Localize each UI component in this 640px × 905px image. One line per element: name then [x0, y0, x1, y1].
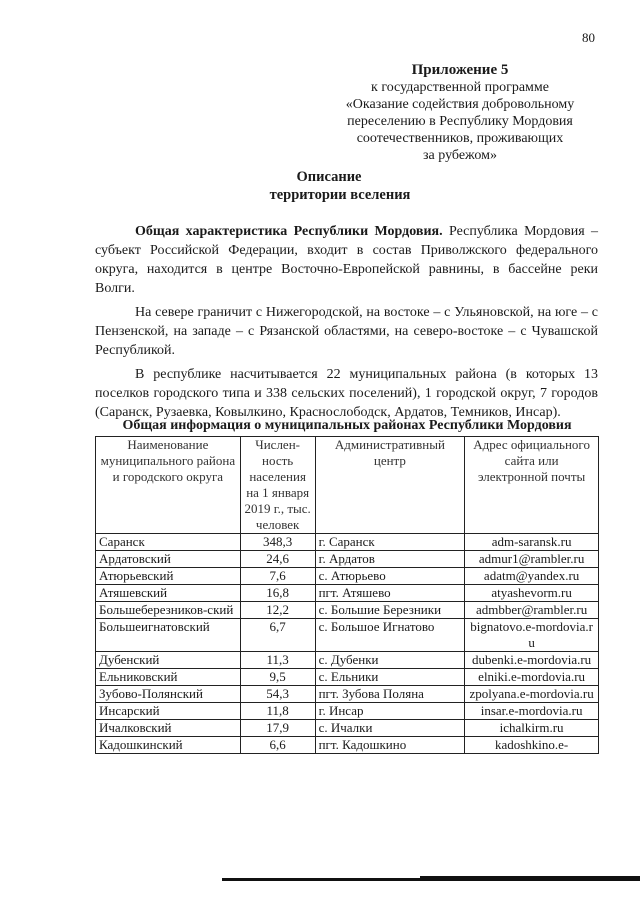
- appendix-block: [310, 62, 610, 164]
- cell-website: adatm@yandex.ru: [465, 568, 599, 585]
- table-row: [96, 534, 599, 551]
- cell-website: admbber@rambler.ru: [465, 602, 599, 619]
- cell-website: admur1@rambler.ru: [465, 551, 599, 568]
- cell-population: 12,2: [240, 602, 315, 619]
- scan-edge-line: [222, 878, 640, 881]
- appendix-title: Приложение 5: [411, 62, 509, 78]
- cell-district: Большеберезников-ский: [96, 602, 241, 619]
- cell-district: Дубенский: [96, 652, 241, 669]
- table-row: [96, 619, 599, 652]
- cell-center: с. Ельники: [315, 669, 465, 686]
- cell-district: Ардатовский: [96, 551, 241, 568]
- heading-line-1: Описание: [296, 169, 362, 185]
- header-center: Административный центр: [315, 437, 465, 534]
- cell-center: пгт. Зубова Поляна: [315, 686, 465, 703]
- table-row: [96, 602, 599, 619]
- paragraph-2: На севере граничит с Нижегородской, на востоке – с Ульяновской, на юге – с Пензенской, на западе – с Рязанской областями, на северо-востоке – с Чувашской Республикой.: [95, 305, 598, 358]
- table-title: Общая информация о муниципальных районах Республики Мордовия: [122, 418, 572, 433]
- table-row: [96, 585, 599, 602]
- cell-center: с. Большие Березники: [315, 602, 465, 619]
- paragraph-3: В республике насчитывается 22 муниципальных района (в которых 13 поселков городского типа и 338 сельских поселений), 1 городской округ, 7 городов (Саранск, Рузаевка, Ковылкино, Краснослободск, Ардатов, Темников, Инсар).: [95, 367, 598, 420]
- appendix-line: за рубежом»: [423, 148, 497, 163]
- cell-center: с. Атюрьево: [315, 568, 465, 585]
- cell-center: пгт. Кадошкино: [315, 737, 465, 754]
- header-website: Адрес официального сайта или электронной почты: [465, 437, 599, 534]
- cell-website: bignatovo.e-mordovia.ru: [465, 619, 599, 652]
- cell-district: Инсарский: [96, 703, 241, 720]
- heading-line-2: территории вселения: [269, 187, 411, 203]
- cell-district: Атяшевский: [96, 585, 241, 602]
- cell-center: пгт. Атяшево: [315, 585, 465, 602]
- table-row: [96, 703, 599, 720]
- cell-district: Кадошкинский: [96, 737, 241, 754]
- appendix-line: к государственной программе: [371, 80, 549, 95]
- districts-table: [95, 436, 599, 754]
- cell-website: zpolyana.e-mordovia.ru: [465, 686, 599, 703]
- table-header-row: [96, 437, 599, 534]
- cell-population: 24,6: [240, 551, 315, 568]
- cell-website: atyashevorm.ru: [465, 585, 599, 602]
- cell-population: 11,3: [240, 652, 315, 669]
- header-population: Числен-ность населения на 1 января 2019 г., тыс. человек: [240, 437, 315, 534]
- table-row: [96, 686, 599, 703]
- appendix-line: «Оказание содействия добровольному: [345, 97, 575, 112]
- cell-district: Атюрьевский: [96, 568, 241, 585]
- cell-population: 11,8: [240, 703, 315, 720]
- cell-website: elniki.e-mordovia.ru: [465, 669, 599, 686]
- cell-population: 17,9: [240, 720, 315, 737]
- cell-website: ichalkirm.ru: [465, 720, 599, 737]
- cell-website: kadoshkino.e-: [465, 737, 599, 754]
- cell-district: Ичалковский: [96, 720, 241, 737]
- cell-district: Саранск: [96, 534, 241, 551]
- paragraph-1-bold: Общая характеристика Республики Мордовия.: [135, 224, 443, 239]
- cell-population: 348,3: [240, 534, 315, 551]
- paragraph-1: [95, 222, 598, 298]
- cell-center: с. Дубенки: [315, 652, 465, 669]
- scan-edge-line: [420, 876, 640, 878]
- header-district: Наименование муниципального района и городского округа: [96, 437, 241, 534]
- cell-population: 9,5: [240, 669, 315, 686]
- cell-center: г. Инсар: [315, 703, 465, 720]
- table-row: [96, 652, 599, 669]
- cell-website: insar.e-mordovia.ru: [465, 703, 599, 720]
- page-number: 80: [582, 30, 595, 45]
- appendix-line: переселению в Республику Мордовия: [347, 114, 573, 129]
- table-row: [96, 551, 599, 568]
- appendix-line: соотечественников, проживающих: [356, 131, 564, 146]
- cell-center: г. Саранск: [315, 534, 465, 551]
- cell-population: 54,3: [240, 686, 315, 703]
- cell-center: с. Ичалки: [315, 720, 465, 737]
- cell-website: adm-saransk.ru: [465, 534, 599, 551]
- cell-district: Зубово-Полянский: [96, 686, 241, 703]
- paragraph-1-text: Республика Мордовия – субъект Российской Федерации, входит в состав Приволжского федерального округа, находится в центре Восточно-Европейской равнины, в бассейне реки Волги.: [95, 224, 599, 296]
- cell-population: 16,8: [240, 585, 315, 602]
- section-heading: [0, 168, 640, 204]
- table-row: [96, 568, 599, 585]
- cell-population: 6,6: [240, 737, 315, 754]
- cell-district: Большеигнатовский: [96, 619, 241, 652]
- table-row: [96, 737, 599, 754]
- cell-center: с. Большое Игнатово: [315, 619, 465, 652]
- cell-district: Ельниковский: [96, 669, 241, 686]
- table-row: [96, 669, 599, 686]
- cell-population: 7,6: [240, 568, 315, 585]
- cell-population: 6,7: [240, 619, 315, 652]
- cell-center: г. Ардатов: [315, 551, 465, 568]
- cell-website: dubenki.e-mordovia.ru: [465, 652, 599, 669]
- body-text: [95, 222, 598, 427]
- table-row: [96, 720, 599, 737]
